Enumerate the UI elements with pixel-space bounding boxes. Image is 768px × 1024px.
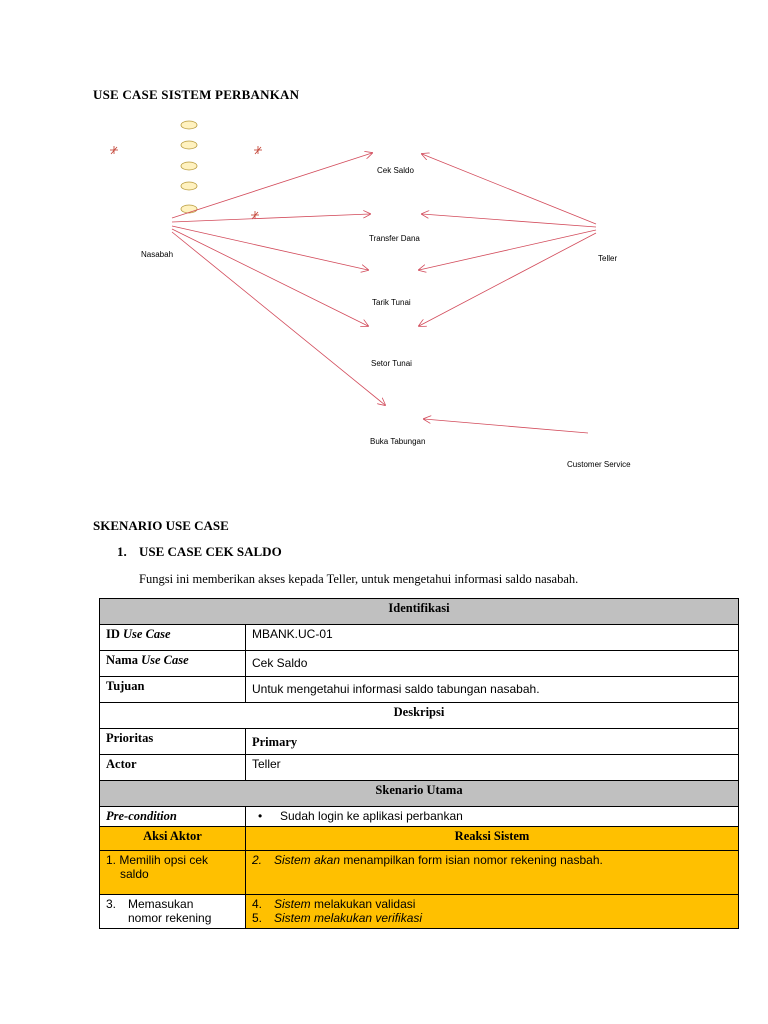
uc-cek-saldo-label: Cek Saldo	[377, 166, 414, 175]
uc-ellipse-3	[181, 162, 197, 170]
tujuan-label: Tujuan	[100, 677, 246, 703]
row1-aksi: 1. Memilih opsi cek saldo	[100, 851, 246, 895]
prioritas-value: Primary	[246, 729, 739, 755]
assoc-teller-cek-saldo	[422, 154, 596, 224]
nama-use-case-value: Cek Saldo	[246, 651, 739, 677]
actor-customer-service-label: Customer Service	[567, 460, 631, 469]
row1-reaksi: 2. Sistem akan menampilkan form isian nomor rekening nasbah.	[246, 851, 739, 895]
skenario-utama-header: Skenario Utama	[100, 781, 739, 807]
page-title: USE CASE SISTEM PERBANKAN	[93, 87, 300, 102]
prioritas-label: Prioritas	[100, 729, 246, 755]
identifikasi-header: Identifikasi	[100, 599, 739, 625]
actor-nasabah-label: Nasabah	[141, 250, 174, 259]
stick-marker-icon	[254, 146, 262, 154]
assoc-teller-tarik	[419, 230, 596, 270]
uc-setor-tunai-label: Setor Tunai	[371, 359, 412, 368]
row2-reaksi: 4. Sistem melakukan validasi 5. Sistem melakukan verifikasi	[246, 895, 739, 929]
uc-ellipse-4	[181, 182, 197, 190]
stick-marker-icon	[110, 146, 118, 154]
uc-ellipse-5	[181, 205, 197, 213]
subsection-title	[117, 544, 282, 560]
uc-ellipse-2	[181, 141, 197, 149]
assoc-nasabah-transfer	[172, 214, 370, 222]
assoc-cs-buka	[424, 419, 588, 433]
use-case-table	[99, 598, 739, 929]
assoc-nasabah-tarik	[172, 226, 368, 270]
uc-buka-tabungan-label: Buka Tabungan	[370, 437, 426, 446]
id-use-case-label: ID Use Case	[100, 625, 246, 651]
subsection-number: 1.	[117, 544, 127, 559]
actor-value: Teller	[246, 755, 739, 781]
uc-ellipse-1	[181, 121, 197, 129]
assoc-teller-transfer	[422, 214, 596, 227]
actor-teller-label: Teller	[598, 254, 618, 263]
uc-tarik-tunai-label: Tarik Tunai	[372, 298, 411, 307]
actor-label: Actor	[100, 755, 246, 781]
subsection-text: USE CASE CEK SALDO	[139, 544, 282, 559]
reaksi-sistem-header: Reaksi Sistem	[246, 827, 739, 851]
stick-marker-icon	[251, 211, 259, 219]
nama-use-case-label: Nama Use Case	[100, 651, 246, 677]
aksi-aktor-header: Aksi Aktor	[100, 827, 246, 851]
precondition-label: Pre-condition	[100, 807, 246, 827]
deskripsi-header: Deskripsi	[100, 703, 739, 729]
uc-transfer-dana-label: Transfer Dana	[369, 234, 420, 243]
tujuan-value: Untuk mengetahui informasi saldo tabungan nasabah.	[246, 677, 739, 703]
id-use-case-value: MBANK.UC-01	[246, 625, 739, 651]
row2-aksi: 3. Memasukan nomor rekening	[100, 895, 246, 929]
assoc-nasabah-cek-saldo	[172, 153, 372, 218]
precondition-value: • Sudah login ke aplikasi perbankan	[246, 807, 739, 827]
intro-paragraph: Fungsi ini memberikan akses kepada Teller, untuk mengetahui informasi saldo nasabah.	[139, 572, 579, 586]
assoc-teller-setor	[419, 233, 596, 326]
section-title: SKENARIO USE CASE	[93, 518, 229, 533]
